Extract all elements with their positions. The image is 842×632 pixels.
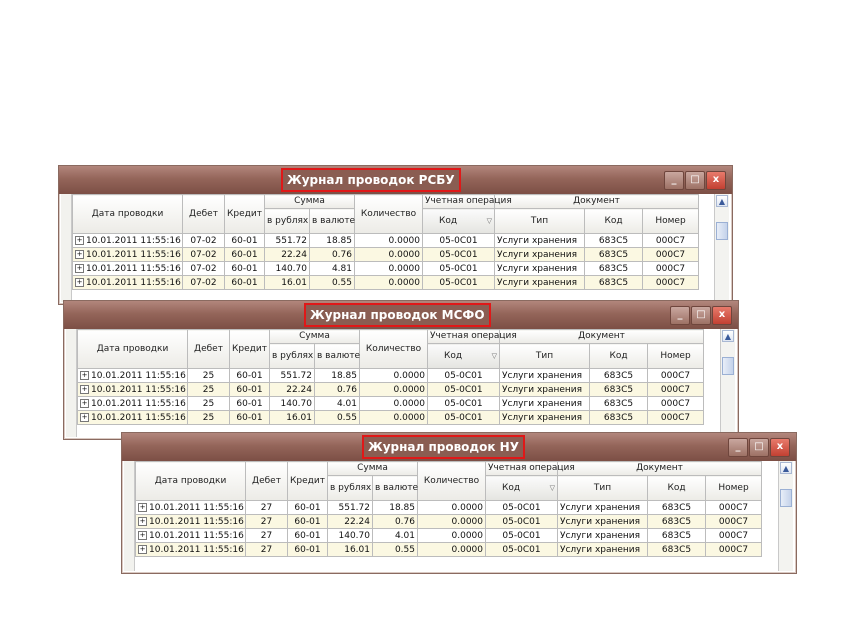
table-row[interactable] <box>73 262 699 276</box>
cell-qty: 0.0000 <box>360 383 428 397</box>
table-row[interactable] <box>73 234 699 248</box>
cell-kredit: 60-01 <box>230 369 270 383</box>
maximize-icon: □ <box>754 441 764 452</box>
window-titlebar[interactable] <box>59 166 732 194</box>
cell-date <box>136 529 246 543</box>
scroll-up-icon[interactable]: ▲ <box>716 195 728 207</box>
minimize-icon: _ <box>677 309 683 320</box>
col-header-document-label: Документ <box>578 331 625 341</box>
table-row[interactable] <box>78 369 704 383</box>
cell-kod2: 683С5 <box>590 397 648 411</box>
cell-tip: Услуги хранения <box>495 276 585 290</box>
cell-nomer: 000С7 <box>706 501 762 515</box>
cell-date-value: 10.01.2011 11:55:16 <box>86 235 181 246</box>
col-header-debet[interactable] <box>188 330 230 369</box>
cell-debet: 25 <box>188 397 230 411</box>
col-header-debet-label: Дебет <box>252 475 281 486</box>
scrollbar-thumb[interactable] <box>780 489 792 507</box>
col-header-nomer[interactable] <box>643 209 699 234</box>
cell-val: 0.55 <box>373 543 418 557</box>
col-header-summa[interactable] <box>265 195 355 209</box>
cell-date-value: 10.01.2011 11:55:16 <box>86 277 181 288</box>
cell-kod: 05-0C01 <box>428 397 500 411</box>
cell-kredit: 60-01 <box>225 262 265 276</box>
filter-icon[interactable]: ▽ <box>486 216 492 225</box>
col-header-val[interactable] <box>315 344 360 369</box>
cell-tip: Услуги хранения <box>558 529 648 543</box>
col-header-kod2[interactable] <box>585 209 643 234</box>
cell-qty: 0.0000 <box>360 369 428 383</box>
cell-nomer: 000С7 <box>648 369 704 383</box>
col-header-kredit[interactable] <box>230 330 270 369</box>
cell-date <box>78 411 188 425</box>
cell-debet: 07-02 <box>183 276 225 290</box>
col-header-kredit-label: Кредит <box>227 208 262 219</box>
cell-val: 0.55 <box>310 276 355 290</box>
expand-icon[interactable]: + <box>81 384 88 393</box>
col-header-val-label: в валюте <box>312 215 356 226</box>
cell-kredit: 60-01 <box>230 411 270 425</box>
cell-kod: 05-0C01 <box>486 529 558 543</box>
cell-debet: 25 <box>188 369 230 383</box>
col-header-qty-label: Количество <box>360 208 417 219</box>
cell-kod: 05-0C01 <box>486 543 558 557</box>
col-header-kredit[interactable] <box>288 462 328 501</box>
col-header-debet-label: Дебет <box>189 208 218 219</box>
table-row[interactable] <box>136 543 762 557</box>
cell-nomer: 000С7 <box>648 397 704 411</box>
col-header-kod[interactable] <box>428 344 500 369</box>
cell-kod: 05-0C01 <box>423 262 495 276</box>
cell-date <box>73 248 183 262</box>
postings-grid <box>135 461 762 557</box>
cell-kredit: 60-01 <box>230 383 270 397</box>
cell-date <box>78 383 188 397</box>
col-header-kod-label: Код <box>502 482 521 493</box>
expand-icon[interactable]: + <box>139 516 146 525</box>
expand-icon[interactable]: + <box>76 263 83 272</box>
cell-rub: 16.01 <box>328 543 373 557</box>
cell-rub: 551.72 <box>328 501 373 515</box>
col-header-operation[interactable] <box>486 462 575 476</box>
cell-tip: Услуги хранения <box>500 397 590 411</box>
col-header-debet[interactable] <box>183 195 225 234</box>
col-header-kod-label: Код <box>444 350 463 361</box>
minimize-button[interactable] <box>670 306 690 325</box>
table-row[interactable] <box>78 397 704 411</box>
col-header-val[interactable] <box>373 476 418 501</box>
col-header-document-label: Документ <box>636 463 683 473</box>
col-header-document-label: Документ <box>573 196 620 206</box>
cell-debet: 25 <box>188 383 230 397</box>
cell-nomer: 000С7 <box>706 515 762 529</box>
cell-nomer: 000С7 <box>706 529 762 543</box>
cell-date-value: 10.01.2011 11:55:16 <box>149 502 244 513</box>
filter-icon[interactable]: ▽ <box>491 351 497 360</box>
col-header-nomer-label: Номер <box>718 482 749 493</box>
cell-tip: Услуги хранения <box>495 262 585 276</box>
cell-kod2: 683С5 <box>590 383 648 397</box>
cell-rub: 551.72 <box>270 369 315 383</box>
col-header-debet[interactable] <box>246 462 288 501</box>
minimize-button[interactable] <box>664 171 684 190</box>
col-header-qty-label: Количество <box>365 343 422 354</box>
cell-nomer: 000С7 <box>648 411 704 425</box>
close-button[interactable] <box>706 171 726 190</box>
close-button[interactable] <box>770 438 790 457</box>
cell-qty: 0.0000 <box>418 515 486 529</box>
col-header-val-label: в валюте <box>317 350 361 361</box>
cell-date-value: 10.01.2011 11:55:16 <box>91 384 186 395</box>
window-title: Журнал проводок МСФО <box>304 303 491 327</box>
col-header-document[interactable] <box>558 462 762 476</box>
col-header-kredit-label: Кредит <box>290 475 325 486</box>
cell-date-value: 10.01.2011 11:55:16 <box>91 370 186 381</box>
minimize-button[interactable] <box>728 438 748 457</box>
table-row[interactable] <box>136 515 762 529</box>
col-header-qty[interactable] <box>360 330 428 369</box>
cell-date-value: 10.01.2011 11:55:16 <box>149 530 244 541</box>
col-header-rub-label: в рублях <box>330 482 372 493</box>
col-header-tip[interactable] <box>500 344 590 369</box>
cell-kod2: 683С5 <box>585 234 643 248</box>
cell-val: 18.85 <box>310 234 355 248</box>
cell-debet: 25 <box>188 411 230 425</box>
expand-icon[interactable]: + <box>139 502 146 511</box>
table-row[interactable] <box>78 411 704 425</box>
cell-rub: 140.70 <box>270 397 315 411</box>
close-icon: x <box>718 309 726 320</box>
minimize-icon: _ <box>735 441 741 452</box>
col-header-operation-label: Учетная операция <box>425 196 512 206</box>
cell-qty: 0.0000 <box>355 262 423 276</box>
cell-kod: 05-0C01 <box>428 411 500 425</box>
cell-val: 0.76 <box>373 515 418 529</box>
col-header-tip-label: Тип <box>530 215 549 226</box>
cell-kod2: 683С5 <box>648 543 706 557</box>
cell-qty: 0.0000 <box>355 276 423 290</box>
cell-date-value: 10.01.2011 11:55:16 <box>91 412 186 423</box>
cell-tip: Услуги хранения <box>495 248 585 262</box>
col-header-rub-label: в рублях <box>272 350 314 361</box>
row-indicator-column <box>61 194 72 302</box>
close-button[interactable] <box>712 306 732 325</box>
postings-grid <box>72 194 699 290</box>
cell-rub: 22.24 <box>270 383 315 397</box>
col-header-summa-label: Сумма <box>357 463 388 473</box>
cell-qty: 0.0000 <box>355 234 423 248</box>
cell-val: 0.76 <box>310 248 355 262</box>
col-header-nomer-label: Номер <box>655 215 686 226</box>
cell-val: 18.85 <box>315 369 360 383</box>
cell-date-value: 10.01.2011 11:55:16 <box>91 398 186 409</box>
cell-nomer: 000С7 <box>643 234 699 248</box>
table-row[interactable] <box>73 248 699 262</box>
filter-icon[interactable]: ▽ <box>549 483 555 492</box>
col-header-date[interactable] <box>78 330 188 369</box>
cell-date <box>78 369 188 383</box>
scrollbar-thumb[interactable] <box>722 357 734 375</box>
cell-date <box>73 262 183 276</box>
col-header-date[interactable] <box>136 462 246 501</box>
cell-tip: Услуги хранения <box>558 501 648 515</box>
col-header-date[interactable] <box>73 195 183 234</box>
col-header-kredit[interactable] <box>225 195 265 234</box>
col-header-summa-label: Сумма <box>299 331 330 341</box>
cell-date-value: 10.01.2011 11:55:16 <box>149 516 244 527</box>
col-header-debet-label: Дебет <box>194 343 223 354</box>
table-row[interactable] <box>136 501 762 515</box>
expand-icon[interactable]: + <box>76 277 83 286</box>
cell-kod: 05-0C01 <box>428 383 500 397</box>
cell-date-value: 10.01.2011 11:55:16 <box>86 249 181 260</box>
cell-date-value: 10.01.2011 11:55:16 <box>86 263 181 274</box>
cell-debet: 27 <box>246 515 288 529</box>
cell-kod: 05-0C01 <box>486 515 558 529</box>
row-indicator-column <box>66 329 77 437</box>
scroll-up-icon[interactable]: ▲ <box>722 330 734 342</box>
col-header-summa[interactable] <box>270 330 360 344</box>
cell-kod2: 683С5 <box>585 262 643 276</box>
cell-kod: 05-0C01 <box>428 369 500 383</box>
expand-icon[interactable]: + <box>139 544 146 553</box>
cell-kredit: 60-01 <box>225 234 265 248</box>
maximize-icon: □ <box>696 309 706 320</box>
col-header-date-label: Дата проводки <box>96 343 169 354</box>
cell-tip: Услуги хранения <box>500 369 590 383</box>
cell-date <box>73 276 183 290</box>
cell-rub: 22.24 <box>328 515 373 529</box>
expand-icon[interactable]: + <box>81 398 88 407</box>
cell-kredit: 60-01 <box>225 248 265 262</box>
col-header-kod2-label: Код <box>609 350 628 361</box>
cell-date-value: 10.01.2011 11:55:16 <box>149 544 244 555</box>
cell-kredit: 60-01 <box>288 515 328 529</box>
cell-qty: 0.0000 <box>418 501 486 515</box>
cell-kredit: 60-01 <box>230 397 270 411</box>
cell-qty: 0.0000 <box>418 543 486 557</box>
minimize-icon: _ <box>671 174 677 185</box>
cell-nomer: 000С7 <box>643 262 699 276</box>
vertical-scrollbar[interactable] <box>714 194 729 302</box>
postings-grid <box>77 329 704 425</box>
expand-icon[interactable]: + <box>139 530 146 539</box>
cell-val: 18.85 <box>373 501 418 515</box>
cell-kod2: 683С5 <box>590 411 648 425</box>
col-header-nomer-label: Номер <box>660 350 691 361</box>
col-header-operation[interactable] <box>423 195 512 209</box>
col-header-nomer[interactable] <box>706 476 762 501</box>
cell-debet: 27 <box>246 529 288 543</box>
cell-val: 0.76 <box>315 383 360 397</box>
maximize-button[interactable] <box>691 306 711 325</box>
cell-kredit: 60-01 <box>288 501 328 515</box>
col-header-operation-label: Учетная операция <box>430 331 517 341</box>
cell-val: 4.01 <box>315 397 360 411</box>
maximize-button[interactable] <box>749 438 769 457</box>
cell-debet: 07-02 <box>183 234 225 248</box>
expand-icon[interactable]: + <box>76 235 83 244</box>
cell-kod2: 683С5 <box>585 276 643 290</box>
col-header-kod2[interactable] <box>648 476 706 501</box>
col-header-val-label: в валюте <box>375 482 419 493</box>
col-header-qty-label: Количество <box>423 475 480 486</box>
cell-debet: 07-02 <box>183 248 225 262</box>
cell-debet: 07-02 <box>183 262 225 276</box>
col-header-tip[interactable] <box>558 476 648 501</box>
vertical-scrollbar[interactable] <box>720 329 735 437</box>
col-header-qty[interactable] <box>355 195 423 234</box>
cell-date <box>136 543 246 557</box>
cell-rub: 551.72 <box>265 234 310 248</box>
col-header-val[interactable] <box>310 209 355 234</box>
cell-qty: 0.0000 <box>360 411 428 425</box>
cell-kod2: 683С5 <box>590 369 648 383</box>
cell-date <box>136 515 246 529</box>
col-header-kod2-label: Код <box>667 482 686 493</box>
col-header-kod2[interactable] <box>590 344 648 369</box>
window-title: Журнал проводок РСБУ <box>281 168 461 192</box>
col-header-kredit-label: Кредит <box>232 343 267 354</box>
col-header-operation-label: Учетная операция <box>488 463 575 473</box>
cell-date <box>78 397 188 411</box>
col-header-kod[interactable] <box>486 476 558 501</box>
journal-window-2 <box>63 300 739 440</box>
col-header-rub[interactable] <box>270 344 315 369</box>
col-header-tip-label: Тип <box>535 350 554 361</box>
cell-nomer: 000С7 <box>706 543 762 557</box>
table-row[interactable] <box>73 276 699 290</box>
col-header-summa-label: Сумма <box>294 196 325 206</box>
col-header-kod[interactable] <box>423 209 495 234</box>
cell-kredit: 60-01 <box>288 543 328 557</box>
cell-rub: 16.01 <box>265 276 310 290</box>
close-icon: x <box>776 441 784 452</box>
cell-kod: 05-0C01 <box>486 501 558 515</box>
cell-rub: 22.24 <box>265 248 310 262</box>
cell-rub: 140.70 <box>328 529 373 543</box>
col-header-document[interactable] <box>495 195 699 209</box>
cell-kredit: 60-01 <box>288 529 328 543</box>
scroll-up-icon[interactable]: ▲ <box>780 462 792 474</box>
cell-kod2: 683С5 <box>648 515 706 529</box>
cell-nomer: 000С7 <box>643 248 699 262</box>
col-header-date-label: Дата проводки <box>154 475 227 486</box>
cell-rub: 16.01 <box>270 411 315 425</box>
cell-kod2: 683С5 <box>648 529 706 543</box>
cell-rub: 140.70 <box>265 262 310 276</box>
cell-tip: Услуги хранения <box>495 234 585 248</box>
expand-icon[interactable]: + <box>76 249 83 258</box>
col-header-rub-label: в рублях <box>267 215 309 226</box>
cell-tip: Услуги хранения <box>500 383 590 397</box>
expand-icon[interactable]: + <box>81 412 88 421</box>
journal-window-1 <box>58 165 733 305</box>
cell-val: 0.55 <box>315 411 360 425</box>
col-header-summa[interactable] <box>328 462 418 476</box>
col-header-qty[interactable] <box>418 462 486 501</box>
maximize-icon: □ <box>690 174 700 185</box>
cell-date <box>73 234 183 248</box>
window-title: Журнал проводок НУ <box>362 435 525 459</box>
cell-kod2: 683С5 <box>648 501 706 515</box>
col-header-kod-label: Код <box>439 215 458 226</box>
journal-window-3 <box>121 432 797 574</box>
cell-kod: 05-0C01 <box>423 248 495 262</box>
scrollbar-thumb[interactable] <box>716 222 728 240</box>
vertical-scrollbar[interactable] <box>778 461 793 571</box>
cell-nomer: 000С7 <box>648 383 704 397</box>
cell-kod2: 683С5 <box>585 248 643 262</box>
col-header-kod2-label: Код <box>604 215 623 226</box>
cell-date <box>136 501 246 515</box>
col-header-rub[interactable] <box>265 209 310 234</box>
cell-kredit: 60-01 <box>225 276 265 290</box>
close-icon: x <box>712 174 720 185</box>
col-header-tip[interactable] <box>495 209 585 234</box>
cell-kod: 05-0C01 <box>423 234 495 248</box>
table-row[interactable] <box>78 383 704 397</box>
cell-qty: 0.0000 <box>360 397 428 411</box>
cell-val: 4.81 <box>310 262 355 276</box>
window-titlebar[interactable] <box>122 433 796 461</box>
col-header-document[interactable] <box>500 330 704 344</box>
col-header-operation[interactable] <box>428 330 517 344</box>
cell-qty: 0.0000 <box>418 529 486 543</box>
col-header-tip-label: Тип <box>593 482 612 493</box>
expand-icon[interactable]: + <box>81 370 88 379</box>
cell-nomer: 000С7 <box>643 276 699 290</box>
row-indicator-column <box>124 461 135 571</box>
cell-val: 4.01 <box>373 529 418 543</box>
cell-debet: 27 <box>246 543 288 557</box>
col-header-date-label: Дата проводки <box>91 208 164 219</box>
cell-tip: Услуги хранения <box>558 515 648 529</box>
cell-debet: 27 <box>246 501 288 515</box>
table-row[interactable] <box>136 529 762 543</box>
cell-tip: Услуги хранения <box>558 543 648 557</box>
col-header-rub[interactable] <box>328 476 373 501</box>
cell-kod: 05-0C01 <box>423 276 495 290</box>
cell-qty: 0.0000 <box>355 248 423 262</box>
col-header-nomer[interactable] <box>648 344 704 369</box>
cell-tip: Услуги хранения <box>500 411 590 425</box>
maximize-button[interactable] <box>685 171 705 190</box>
window-titlebar[interactable] <box>64 301 738 329</box>
